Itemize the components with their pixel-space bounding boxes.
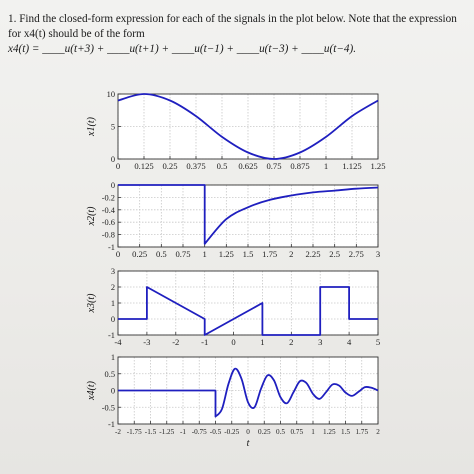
x-tick-label: -0.75 — [191, 428, 207, 436]
plot-2 — [86, 181, 380, 259]
x-tick-label: -4 — [114, 337, 122, 347]
x-tick-label: 0.75 — [175, 249, 191, 259]
y-tick-label: -0.8 — [101, 230, 115, 240]
x-tick-label: -1.5 — [144, 428, 157, 436]
x-tick-label: 0.75 — [266, 161, 282, 171]
x-tick-label: 0 — [246, 428, 250, 436]
x-tick-label: 1 — [260, 337, 265, 347]
x-tick-label: 2.75 — [348, 249, 364, 259]
x-tick-label: -3 — [143, 337, 151, 347]
y-tick-label: 1 — [110, 299, 115, 308]
x-tick-label: 1.25 — [218, 249, 234, 259]
plot-4-xlabel: t — [246, 438, 250, 449]
x-tick-label: 1.25 — [370, 161, 386, 171]
x-tick-label: 0.125 — [134, 161, 154, 171]
y-tick-label: 0 — [110, 315, 115, 324]
y-tick-label: 10 — [106, 90, 115, 99]
y-tick-label: -0.4 — [101, 205, 115, 215]
x-tick-label: 0.25 — [132, 249, 148, 259]
x-tick-label: 2.25 — [305, 249, 321, 259]
x-tick-label: 0.5 — [216, 161, 228, 171]
x-tick-label: 1 — [323, 161, 329, 171]
x-tick-label: 1.75 — [355, 428, 369, 436]
plot-3 — [86, 267, 380, 347]
y-tick-label: -0.2 — [101, 193, 115, 203]
x-tick-label: 1.125 — [342, 161, 362, 171]
y-tick-label: 2 — [110, 283, 115, 292]
x-tick-label: 1 — [202, 249, 207, 259]
y-tick-label: 0 — [110, 386, 115, 396]
x-tick-label: 4 — [346, 337, 352, 347]
x-tick-label: -0.5 — [209, 428, 222, 436]
y-tick-label: 0 — [110, 181, 115, 190]
y-tick-label: -0.5 — [101, 403, 115, 413]
y-tick-label: -1 — [108, 331, 115, 340]
problem-expression-form: x4(t) = ____u(t+3) + ____u(t+1) + ____u(t−1) + ____u(t−3) + ____u(t−4). — [8, 43, 356, 55]
x-tick-label: 3 — [375, 249, 381, 259]
y-tick-label: 5 — [110, 122, 115, 132]
y-tick-label: -1 — [108, 243, 115, 252]
x-tick-label: 0.875 — [290, 161, 310, 171]
x-tick-label: 1.25 — [322, 428, 336, 436]
x-tick-label: 0 — [115, 161, 121, 171]
plot-1-ylabel: x1(t) — [86, 117, 97, 136]
x-tick-label: -2 — [115, 428, 121, 436]
x-tick-label: -2 — [172, 337, 180, 347]
x-tick-label: 1.5 — [242, 249, 254, 259]
problem-line-1: 1. Find the closed-form expression for each of the signals in the plot below. Note that the expression — [8, 13, 457, 25]
plot-1 — [86, 90, 386, 171]
x-tick-label: -1 — [201, 337, 209, 347]
x-tick-label: 1.75 — [262, 249, 278, 259]
x-tick-label: 1 — [311, 428, 315, 436]
x-tick-label: 0.25 — [162, 161, 178, 171]
x-tick-label: 2.5 — [329, 249, 341, 259]
y-tick-label: 3 — [110, 267, 115, 276]
plot-3-ylabel: x3(t) — [86, 293, 97, 313]
problem-line-2: for x4(t) should be of the form — [8, 28, 145, 40]
y-tick-label: 1 — [110, 353, 115, 362]
y-tick-label: 0.5 — [104, 369, 115, 379]
x-tick-label: 0 — [115, 249, 121, 259]
x-tick-label: 1.5 — [341, 428, 350, 436]
x-tick-label: -1 — [180, 428, 186, 436]
x-tick-label: 0.25 — [257, 428, 271, 436]
x-tick-label: 3 — [318, 337, 323, 347]
x-tick-label: 0.625 — [238, 161, 258, 171]
x-tick-label: 0 — [231, 337, 236, 347]
y-tick-label: -1 — [108, 420, 115, 429]
y-tick-label: -0.6 — [101, 218, 115, 228]
plot-4-ylabel: x4(t) — [86, 381, 97, 400]
y-tick-label: 0 — [110, 155, 115, 164]
x-tick-label: -1.75 — [126, 428, 142, 436]
x-tick-label: -0.25 — [224, 428, 240, 436]
x-tick-label: 2 — [376, 428, 380, 436]
plot-4 — [86, 353, 380, 449]
x-tick-label: 0.5 — [155, 249, 167, 259]
x-tick-label: 0.5 — [276, 428, 285, 436]
x-tick-label: -1.25 — [159, 428, 175, 436]
x-tick-label: 5 — [375, 337, 381, 347]
x-tick-label: 2 — [289, 249, 294, 259]
x-tick-label: 0.375 — [186, 161, 206, 171]
plot-2-ylabel: x2(t) — [86, 206, 97, 226]
x-tick-label: 2 — [289, 337, 294, 347]
x-tick-label: 0.75 — [290, 428, 304, 436]
